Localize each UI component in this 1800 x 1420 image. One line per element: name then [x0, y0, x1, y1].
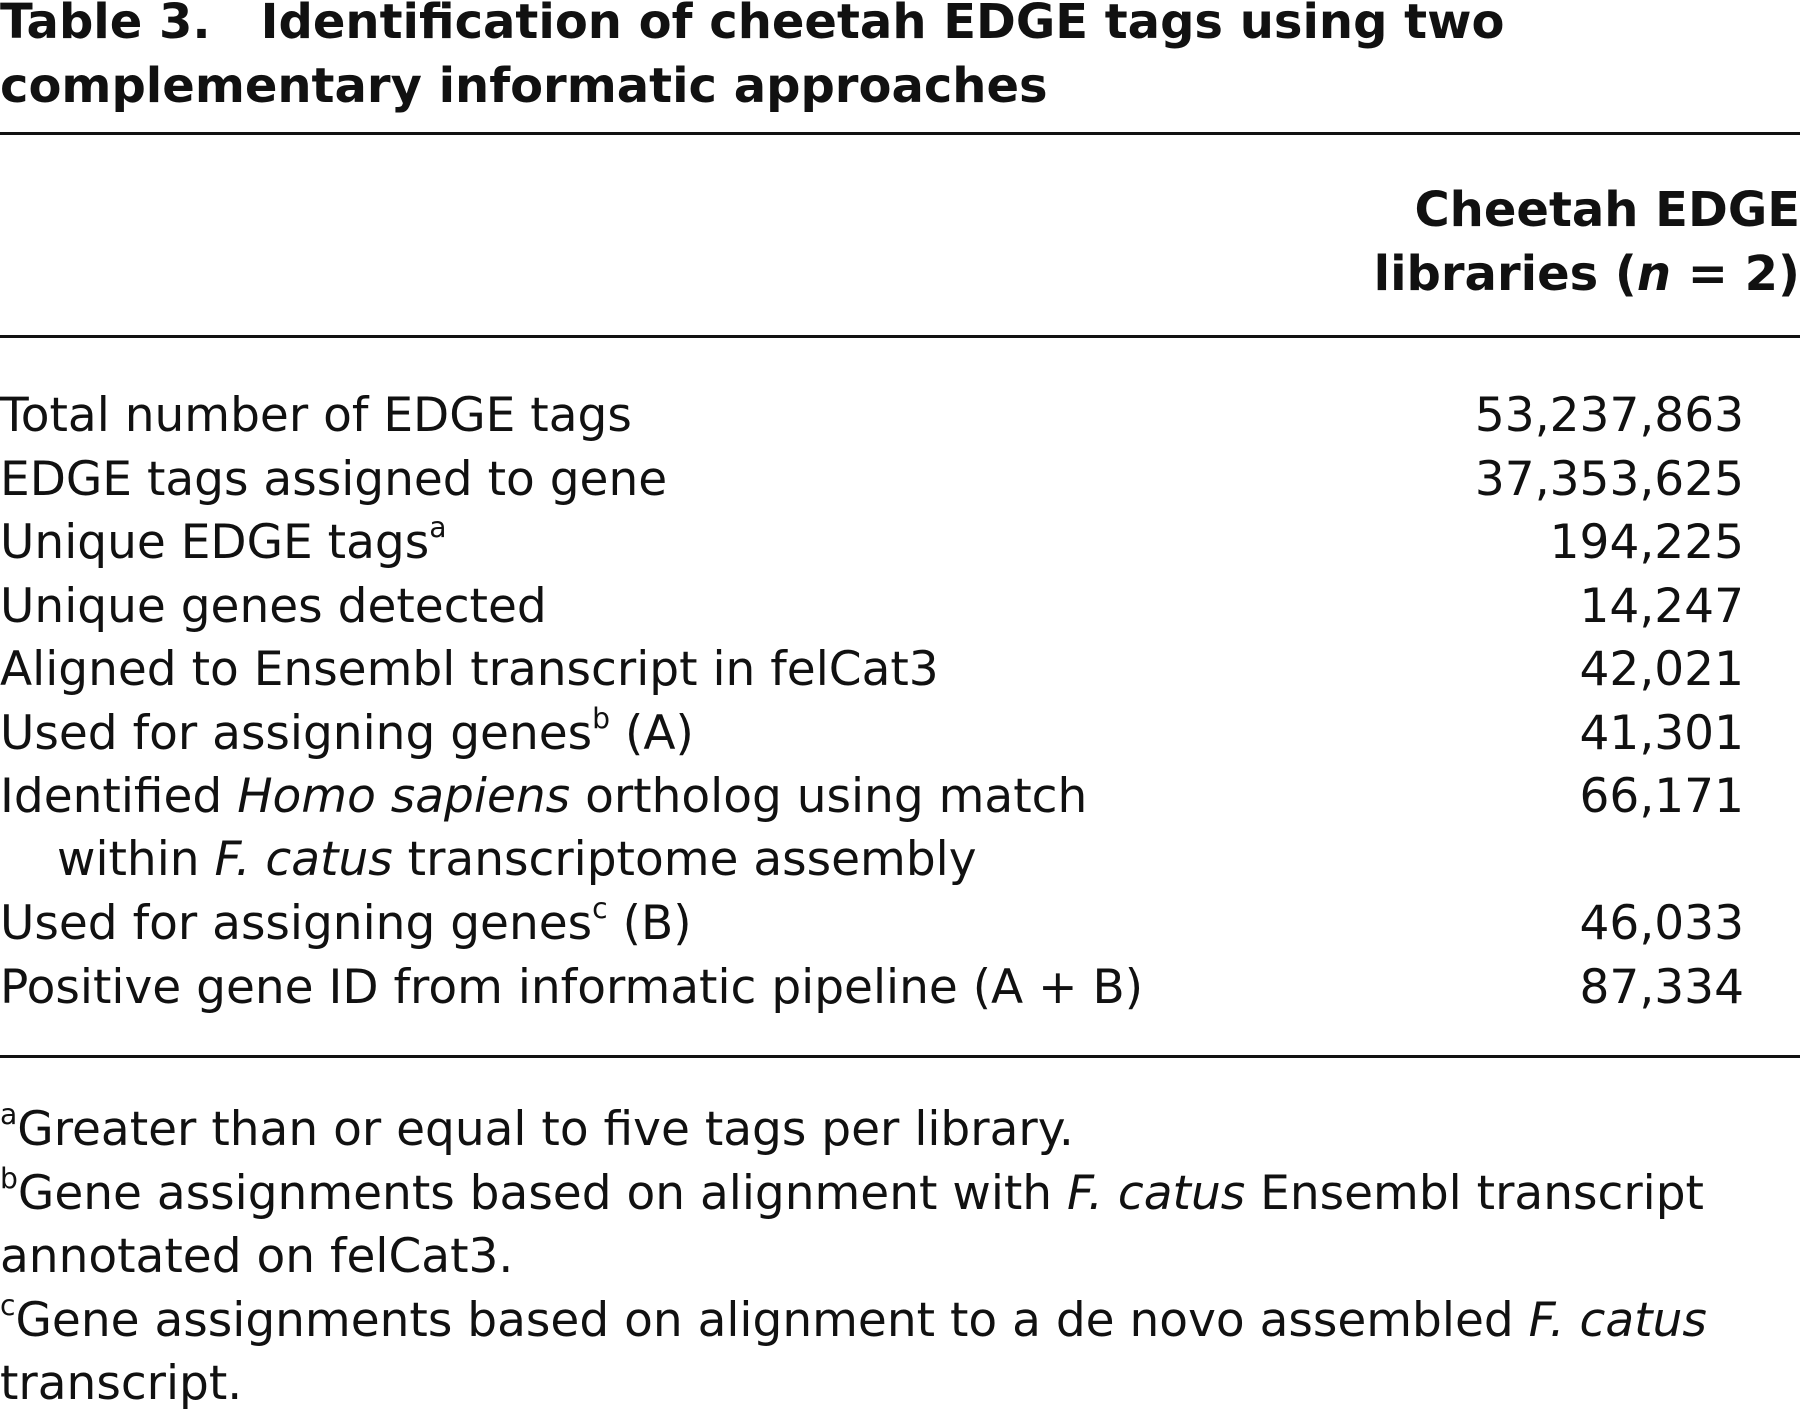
column-header — [1280, 178, 1800, 306]
column-header-text: libraries ( — [1373, 246, 1637, 302]
table-row — [0, 384, 1800, 448]
row-label-suffix: transcriptome assembly — [392, 832, 977, 887]
footnote-a — [0, 1098, 1800, 1162]
table-row — [0, 765, 1800, 892]
footnote-b-continuation: annotated on felCat3. — [0, 1229, 514, 1284]
column-header-line2 — [1280, 242, 1800, 306]
table-row — [0, 638, 1800, 702]
table-row — [0, 448, 1800, 512]
footnote-text: Gene assignments based on alignment to a de novo assembled — [15, 1292, 1529, 1348]
row-label: EDGE tags assigned to gene — [0, 451, 668, 507]
footnote-text: Greater than or equal to five tags per library. — [17, 1102, 1074, 1157]
footnote-ref-a: a — [429, 511, 447, 545]
table-title: Identification of cheetah EDGE tags using two complementary informatic approaches — [0, 0, 1505, 114]
column-header-n: n — [1636, 246, 1672, 302]
species-name: F. catus — [1528, 1292, 1707, 1348]
row-value: 66,171 — [1579, 769, 1744, 824]
row-label-suffix: (A) — [610, 705, 694, 761]
table-row — [0, 575, 1800, 639]
row-value: 41,301 — [1579, 705, 1744, 761]
bottom-rule — [0, 1055, 1800, 1058]
row-label-suffix: ortholog using match — [570, 769, 1088, 824]
header-rule — [0, 335, 1800, 338]
row-value: 42,021 — [1579, 642, 1744, 697]
row-label-text: Unique EDGE tags — [0, 515, 430, 570]
row-label-text: within — [57, 832, 215, 887]
row-value: 46,033 — [1579, 896, 1744, 951]
species-name: F. catus — [1067, 1165, 1246, 1221]
table-caption — [0, 0, 1790, 118]
top-rule — [0, 132, 1800, 135]
footnote-c — [0, 1289, 1800, 1353]
column-header-count: = 2) — [1671, 246, 1800, 302]
table-row — [0, 956, 1800, 1020]
row-value: 14,247 — [1579, 578, 1744, 634]
row-label: Unique genes detected — [0, 578, 547, 634]
row-label-text: Identified — [0, 769, 238, 824]
table-number: Table 3. — [0, 0, 211, 50]
species-name: F. catus — [214, 832, 393, 887]
row-value: 194,225 — [1549, 515, 1744, 570]
footnote-c-continuation: transcript. — [0, 1356, 243, 1411]
column-header-line1: Cheetah EDGE — [1414, 182, 1800, 238]
species-name: Homo sapiens — [237, 769, 571, 824]
row-label-text: Used for assigning genes — [0, 896, 593, 951]
row-label-continuation — [0, 828, 1240, 891]
row-label: Total number of EDGE tags — [0, 388, 632, 443]
table-row — [0, 892, 1800, 956]
row-label: Positive gene ID from informatic pipeline (A + B) — [0, 959, 1144, 1015]
row-label-text: Used for assigning genes — [0, 705, 593, 761]
row-label — [0, 511, 1240, 574]
row-value: 53,237,863 — [1474, 388, 1744, 443]
footnote-mark: b — [0, 1161, 18, 1195]
table-row — [0, 702, 1800, 766]
footnotes — [0, 1098, 1800, 1416]
footnote-text: Gene assignments based on alignment with — [17, 1165, 1068, 1221]
row-label — [0, 702, 1240, 765]
footnote-b — [0, 1162, 1800, 1226]
footnote-text: Ensembl transcript — [1245, 1165, 1704, 1221]
footnote-mark: c — [0, 1288, 16, 1322]
row-value: 37,353,625 — [1474, 451, 1744, 507]
row-label: Aligned to Ensembl transcript in felCat3 — [0, 642, 939, 697]
row-label — [0, 892, 1240, 955]
table-body — [0, 384, 1800, 1019]
footnote-ref-c: c — [592, 892, 608, 926]
table-row — [0, 511, 1800, 575]
row-label — [0, 765, 1240, 891]
row-label-suffix: (B) — [607, 896, 692, 951]
footnote-mark: a — [0, 1098, 18, 1132]
footnote-ref-b: b — [592, 701, 611, 735]
row-value: 87,334 — [1579, 959, 1744, 1015]
